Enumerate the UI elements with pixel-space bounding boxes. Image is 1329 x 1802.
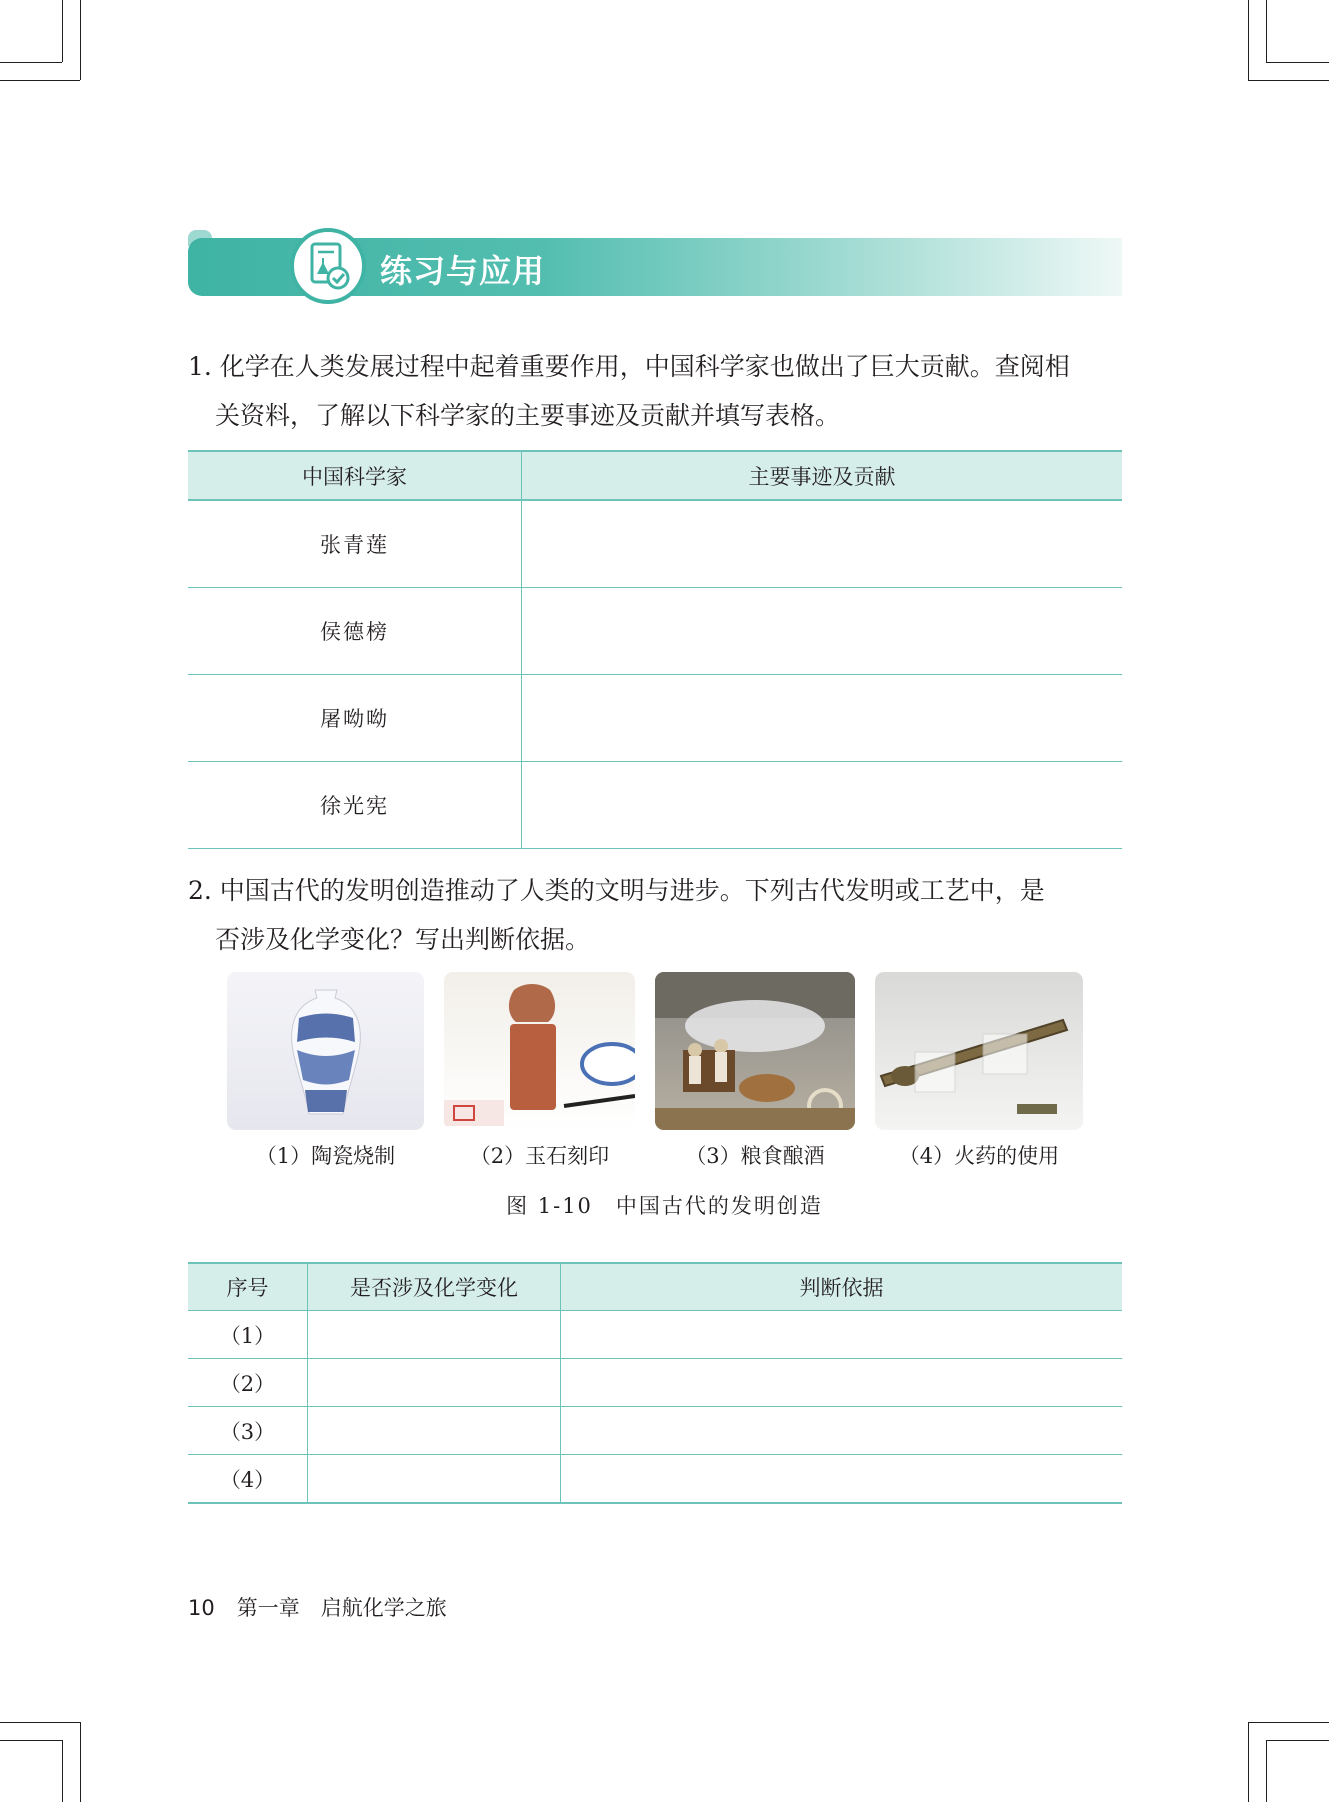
crop-mark (1248, 1722, 1249, 1802)
table-header: 是否涉及化学变化 (308, 1263, 561, 1311)
question-2-line1: 2. 中国古代的发明创造推动了人类的文明与进步。下列古代发明或工艺中，是 (188, 876, 1045, 905)
question-2 (188, 866, 1122, 964)
crop-mark (1248, 1722, 1329, 1723)
chemical-change-cell[interactable] (308, 1407, 561, 1455)
figure-title: 图 1-10 中国古代的发明创造 (506, 1194, 823, 1218)
contribution-cell[interactable] (522, 500, 1123, 588)
table-header: 中国科学家 (188, 451, 522, 500)
figure-caption: （4）火药的使用 (898, 1144, 1060, 1168)
question-2-line2: 否涉及化学变化？写出判断依据。 (215, 925, 591, 954)
table-row (188, 1311, 1122, 1359)
gunpowder-cannon-image (875, 972, 1083, 1130)
crop-mark (1248, 80, 1329, 81)
crop-mark (0, 80, 80, 81)
question-1-line1: 1. 化学在人类发展过程中起着重要作用，中国科学家也做出了巨大贡献。查阅相 (188, 352, 1070, 381)
table-row (188, 675, 1122, 762)
crop-mark (80, 0, 81, 80)
table-row (188, 588, 1122, 675)
crop-mark (1248, 0, 1249, 80)
crop-mark (62, 1740, 63, 1802)
crop-mark (80, 1722, 81, 1802)
scientist-name: 张青莲 (188, 500, 522, 588)
page-number: 10 (188, 1596, 215, 1620)
row-index: （1） (188, 1311, 308, 1359)
section-title: 练习与应用 (380, 252, 546, 290)
crop-mark (1266, 62, 1329, 63)
question-1 (188, 342, 1122, 440)
page-footer (188, 1592, 447, 1622)
basis-cell[interactable] (561, 1311, 1123, 1359)
row-index: （2） (188, 1359, 308, 1407)
contribution-cell[interactable] (522, 762, 1123, 849)
crop-mark (62, 0, 63, 62)
flask-document-check-icon (290, 228, 366, 304)
invention-table (188, 1262, 1122, 1504)
chapter-title: 第一章 启航化学之旅 (236, 1596, 447, 1620)
contribution-cell[interactable] (522, 675, 1123, 762)
figure-caption: （1）陶瓷烧制 (255, 1144, 396, 1168)
crop-mark (0, 1722, 80, 1723)
table-row (188, 1407, 1122, 1455)
basis-cell[interactable] (561, 1359, 1123, 1407)
table-row (188, 762, 1122, 849)
row-index: （4） (188, 1455, 308, 1504)
chemical-change-cell[interactable] (308, 1359, 561, 1407)
table-header: 判断依据 (561, 1263, 1123, 1311)
basis-cell[interactable] (561, 1455, 1123, 1504)
basis-cell[interactable] (561, 1407, 1123, 1455)
porcelain-vase-image (227, 972, 424, 1130)
scientist-name: 屠呦呦 (188, 675, 522, 762)
crop-mark (1266, 1740, 1329, 1741)
scientist-table (188, 450, 1122, 849)
grain-winemaking-image (655, 972, 855, 1130)
chemical-change-cell[interactable] (308, 1311, 561, 1359)
jade-seal-image (444, 972, 635, 1130)
figure-caption: （3）粮食酿酒 (685, 1144, 825, 1168)
crop-mark (0, 1740, 62, 1741)
table-row (188, 1359, 1122, 1407)
table-header: 序号 (188, 1263, 308, 1311)
table-row (188, 1455, 1122, 1504)
figure-caption: （2）玉石刻印 (469, 1144, 610, 1168)
question-1-line2: 关资料，了解以下科学家的主要事迹及贡献并填写表格。 (215, 401, 841, 430)
crop-mark (0, 62, 62, 63)
crop-mark (1266, 0, 1267, 62)
contribution-cell[interactable] (522, 588, 1123, 675)
table-header: 主要事迹及贡献 (522, 451, 1123, 500)
scientist-name: 徐光宪 (188, 762, 522, 849)
table-row (188, 500, 1122, 588)
row-index: （3） (188, 1407, 308, 1455)
chemical-change-cell[interactable] (308, 1455, 561, 1504)
crop-mark (1266, 1740, 1267, 1802)
scientist-name: 侯德榜 (188, 588, 522, 675)
